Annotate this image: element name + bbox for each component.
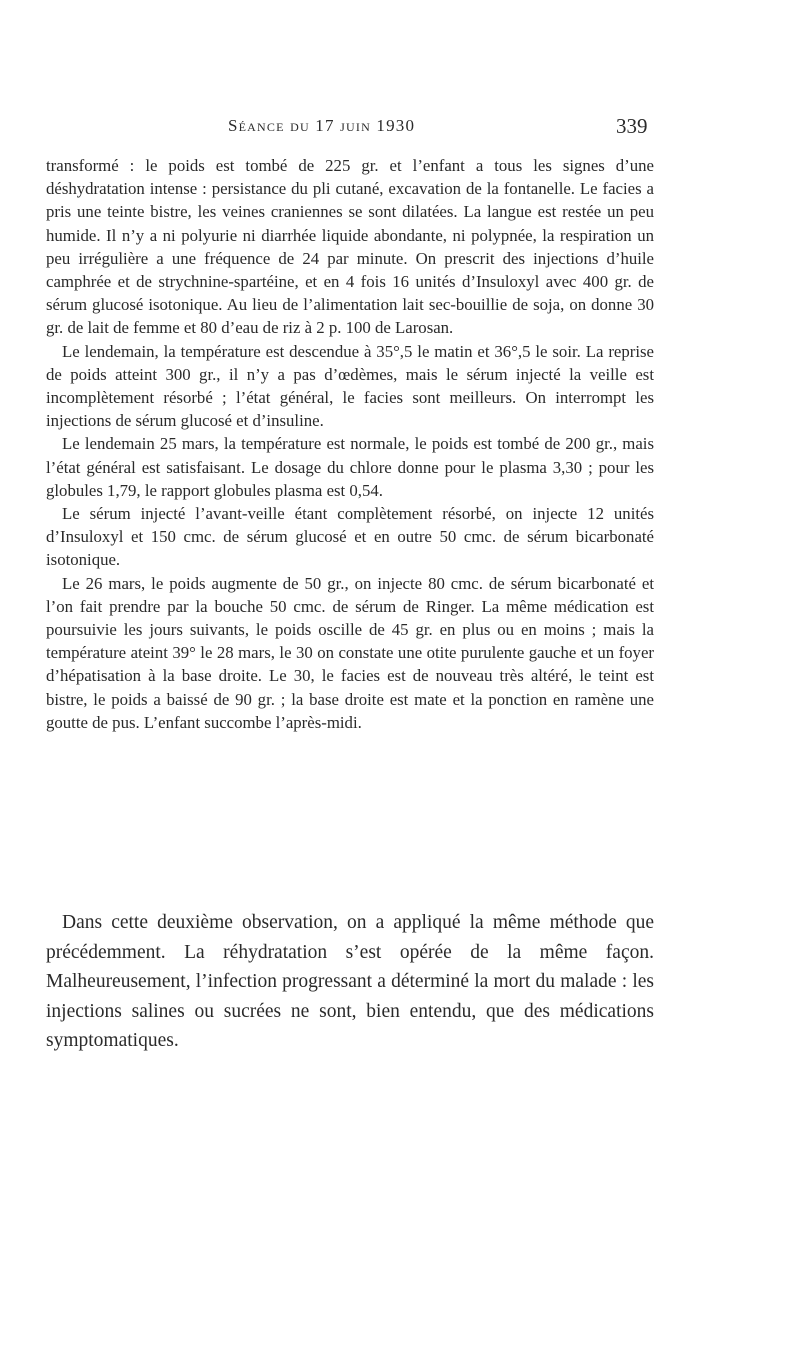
- paragraph-5: Le 26 mars, le poids augmente de 50 gr., on injecte 80 cmc. de sérum bicarbonaté et l’on fait prendre par la bouche 50 cmc. de sérum de Ringer. La même médication est poursuivie les jours suivants, le poids oscille de 45 gr. en plus ou en moins ; mais la température ateint 39° le 28 mars, le 30 on constate une otite purulente gauche et un foyer d’hépatisation à la base droite. Le 30, le facies est de nouveau très altéré, le teint est bistre, le poids a baissé de 90 gr. ; la base droite est mate et la ponction en ramène une goutte de pus. L’enfant succombe l’après-midi.: [46, 573, 654, 732]
- page-header: [0, 112, 800, 142]
- running-head: Séance du 17 juin 1930: [228, 116, 416, 135]
- observation-text: [46, 154, 654, 734]
- conclusion-paragraph: Dans cette deuxième observation, on a appliqué la même méthode que précédemment. La réhydratation s’est opérée de la même façon. Malheureusement, l’infection progressant a déterminé la mort du malade : les injections salines ou sucrées ne sont, bien entendu, que des médications symptomatiques.: [46, 912, 654, 1052]
- paragraph-1: transformé : le poids est tombé de 225 gr. et l’enfant a tous les signes d’une déshydratation intense : persistance du pli cutané, excavation de la fontanelle. Le facies a pris une teinte bistre, les veines craniennes se sont dilatées. La langue est restée un peu humide. Il n’y a ni polyurie ni diarrhée liquide abondante, ni polypnée, la respiration un peu irrégulière a une fréquence de 24 par minute. On prescrit des injections d’huile camphrée et de strychnine-spartéine, et en 4 fois 16 unités d’Insuloxyl avec 400 gr. de sérum glucosé isotonique. Au lieu de l’alimentation lait sec-bouillie de soja, on donne 30 gr. de lait de femme et 80 d’eau de riz à 2 p. 100 de Larosan.: [46, 156, 654, 338]
- paragraph-4: Le sérum injecté l’avant-veille étant complètement résorbé, on injecte 12 unités d’Insuloxyl et 150 cmc. de sérum glucosé et en outre 50 cmc. de sérum bicarbonaté isotonique.: [46, 504, 654, 570]
- paragraph-3: Le lendemain 25 mars, la température est normale, le poids est tombé de 200 gr., mais l’état général est satisfaisant. Le dosage du chlore donne pour le plasma 3,30 ; pour les globules 1,79, le rapport globules plasma est 0,54.: [46, 434, 654, 500]
- paragraph-2: Le lendemain, la température est descendue à 35°,5 le matin et 36°,5 le soir. La reprise de poids atteint 300 gr., il n’y a pas d’œdèmes, mais le sérum injecté la veille est incomplètement résorbé ; l’état général, le facies sont meilleurs. On interrompt les injections de sérum glucosé et d’insuline.: [46, 341, 654, 431]
- page-number: 339: [616, 114, 648, 138]
